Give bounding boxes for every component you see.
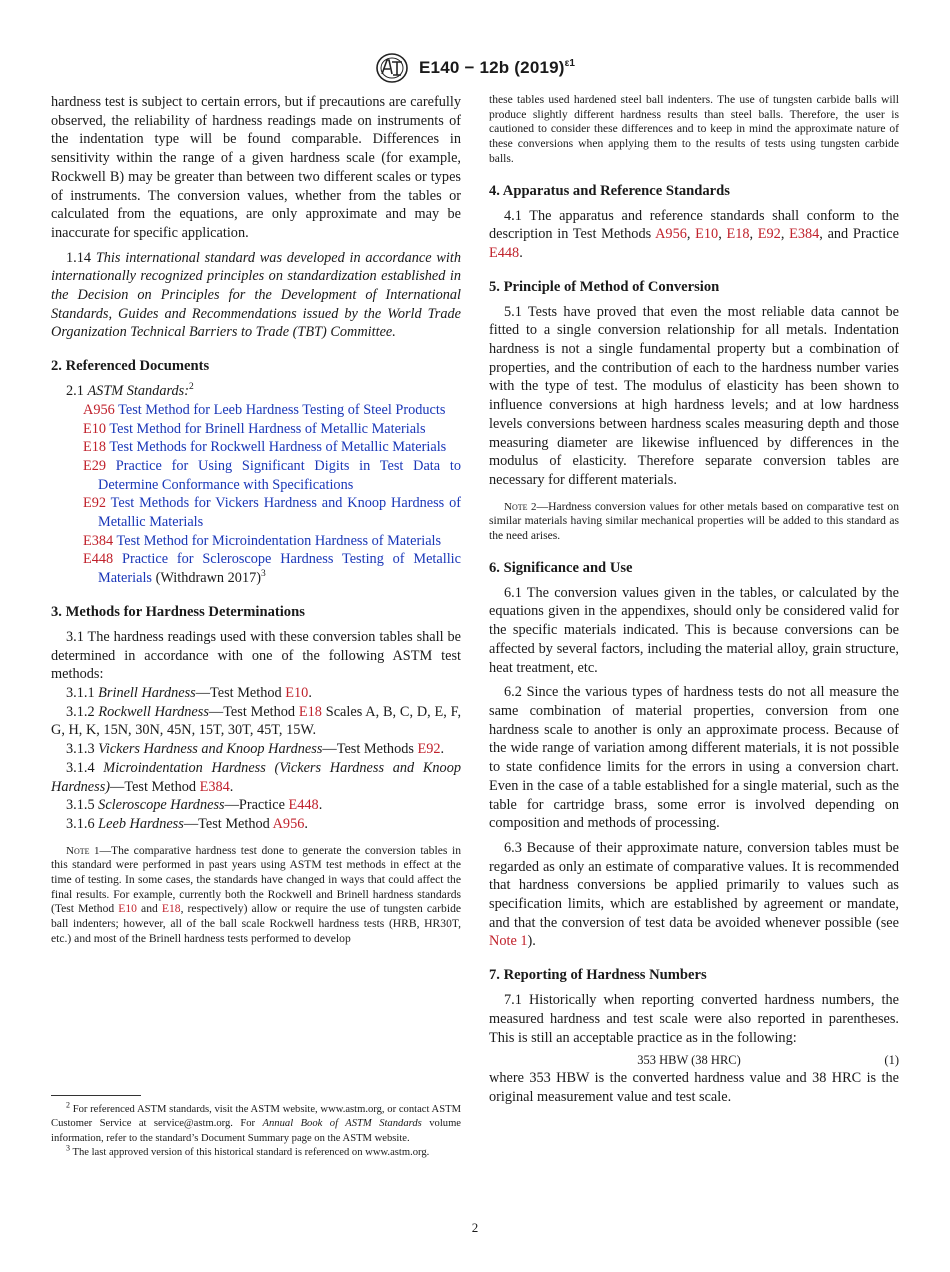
- paragraph-4-1: 4.1 The apparatus and reference standards shall conform to the description in Test Methods A956, E10, E18, E92, E384, and Practice E448.: [489, 207, 899, 261]
- section-2-title: 2. Referenced Documents: [51, 358, 210, 375]
- note-1-continued: these tables used hardened steel ball indenters. The use of tungsten carbide balls will produce slightly different hardness results than steel balls. Therefore, the user is cautioned to consider these differences and to keep in mind the approximate nature of these conversions when applying them to the results of tests using tungsten carbide balls.: [489, 93, 899, 165]
- note1-link-e10[interactable]: E10: [118, 902, 137, 916]
- paragraph-3-1: 3.1 The hardness readings used with these conversion tables shall be determined in accordance with one of the following ASTM test methods:: [51, 628, 461, 683]
- paragraph-3-1-5: 3.1.5 Scleroscope Hardness—Practice E448.: [66, 797, 323, 814]
- link-a956[interactable]: A956: [655, 226, 687, 243]
- paragraph-6-1: 6.1 The conversion values given in the tables, or calculated by the equations given in the appendixes, should only be considered valid for the specific materials indicated. This is because conversions can be affected by several factors, including the material alloy, grain structure, heat treatment, etc.: [489, 584, 899, 676]
- link-note-1[interactable]: Note 1: [489, 933, 528, 950]
- paragraph-3-1-4: 3.1.4 Microindentation Hardness (Vickers Hardness and Knoop Hardness)—Test Method E384.: [51, 759, 461, 795]
- note1-link-e18[interactable]: E18: [161, 902, 181, 916]
- footnote-3: $^3$ The last approved version of this historical standard is referenced on www.astm.org.: [66, 1143, 430, 1158]
- paragraph-1-13-continued: hardness test is subject to certain errors, but if precautions are carefully observed, the reliability of hardness readings made on instruments of the indentation type will be found comparable. Differences in sensitivity within the range of a given hardness scale (for example, Rockwell B) may be greater than between two different scales or types of instruments. The conversion values, whether from the tables or calculated from the equations, are only approximate and may be inaccurate for specific application.: [51, 94, 461, 241]
- reference-e18[interactable]: E18 Test Methods for Rockwell Hardness of Metallic Materials: [83, 439, 447, 456]
- paragraph-7-1-after: where 353 HBW is the converted hardness value and 38 HRC is the original measurement value and test scale.: [489, 1070, 899, 1105]
- link-e18[interactable]: E18: [298, 703, 322, 720]
- paragraph-3-1-6: 3.1.6 Leeb Hardness—Test Method A956.: [66, 815, 308, 832]
- reference-a956[interactable]: A956 Test Method for Leeb Hardness Testing of Steel Products: [83, 401, 446, 418]
- footnote-2: $^2$ For referenced ASTM standards, visit the ASTM website, www.astm.org, or contact ASTM Customer Service at service@astm.org. For Annual Book of ASTM Standards volume information, refer to the standard’s Document Summary page on the ASTM website.: [51, 1100, 462, 1144]
- link-e92[interactable]: E92: [757, 226, 781, 243]
- link-e10[interactable]: E10: [285, 684, 309, 701]
- note-2: Note 2—Hardness conversion values for other metals based on comparative test on similar materials having similar mechanical properties will be added to this standard as the need arises.: [489, 499, 899, 543]
- section-3-title: 3. Methods for Hardness Determinations: [51, 603, 305, 620]
- link-a956[interactable]: A956: [272, 815, 305, 832]
- paragraph-3-1-3: 3.1.3 Vickers Hardness and Knoop Hardness—Test Methods E92.: [66, 741, 445, 758]
- paragraph-3-1-1: 3.1.1 Brinell Hardness—Test Method E10.: [66, 684, 312, 701]
- note-1: Note 1—The comparative hardness test done to generate the conversion tables in this standard were performed in past years using ASTM test methods in effect at the time of testing. In some cases, the standards have changed in ways that could affect the final results. For example, currently both the Rockwell and Brinell hardness standards (Test Method E10 and E18, respectively) allow or require the use of tungsten carbide ball indenters; however, all of the ball scale Rockwell hardness tests (HRB, HR30T, etc.) and most of the Brinell hardness tests performed to develop: [51, 843, 462, 945]
- designation-suffix: ε1: [564, 57, 575, 69]
- astm-logo-icon: [375, 52, 409, 84]
- reference-e448[interactable]: E448 Practice for Scleroscope Hardness Testing of Metallic Materials (Withdrawn 2017)$^3$: [83, 551, 461, 587]
- reference-e10[interactable]: E10 Test Method for Brinell Hardness of Metallic Materials: [83, 420, 426, 437]
- page-header: [0, 52, 950, 84]
- footnotes: [51, 1100, 462, 1160]
- link-e448[interactable]: E448: [288, 797, 319, 814]
- equation-1: [489, 1052, 899, 1069]
- reference-e384[interactable]: E384 Test Method for Microindentation Hardness of Materials: [83, 532, 442, 549]
- page-number: 2: [471, 1220, 479, 1235]
- section-4-title: 4. Apparatus and Reference Standards: [489, 182, 730, 199]
- equation-text: 353 HBW (38 HRC): [637, 1053, 741, 1068]
- document-designation: E140 − 12b (2019): [419, 58, 565, 77]
- equation-number: (1): [884, 1053, 899, 1068]
- section-7-title: 7. Reporting of Hardness Numbers: [489, 967, 707, 984]
- reference-list: [51, 401, 461, 588]
- reference-e92[interactable]: E92 Test Methods for Vickers Hardness and Knoop Hardness of Metallic Materials: [83, 495, 461, 531]
- link-e384[interactable]: E384: [199, 778, 230, 795]
- paragraph-5-1: 5.1 Tests have proved that even the most reliable data cannot be fitted to a single conversion relationship for all metals. Indentation hardness is not a single fundamental property but a combination of properties, and the contribution of each to the hardness number varies with the type of test. The modulus of elasticity has been shown to influence conversions at high hardness levels; and at low hardness levels conversions between hardness scales measuring depth and those measuring diameter are likewise influenced by differences in the modulus of elasticity. Therefore separate conversion tables are necessary for different materials.: [489, 303, 899, 488]
- paragraph-7-1: 7.1 Historically when reporting converted hardness numbers, the measured hardness and test scale were also reported in parentheses. This is still an acceptable practice as in the following:: [489, 992, 899, 1046]
- link-e92[interactable]: E92: [417, 741, 441, 758]
- withdrawn-note: (Withdrawn 2017): [155, 570, 262, 587]
- link-e10[interactable]: E10: [695, 226, 719, 243]
- paragraph-6-2: 6.2 Since the various types of hardness tests do not all measure the same combination of material properties, conversion from one hardness scale to another is only an approximate process. Because of the wide range of variation among different materials, it is not possible to state confidence limits for the errors in using a conversion chart. Even in the case of a table established for a single material, such as the table for cartridge brass, some error is involved depending on composition and methods of processing.: [489, 684, 899, 832]
- link-e384[interactable]: E384: [789, 226, 820, 243]
- paragraph-1-14: 1.14 This international standard was developed in accordance with internationally recognized principles on standardization established in the Decision on Principles for the Development of International Standards, Guides and Recommendations issued by the World Trade Organization Technical Barriers to Trade (TBT) Committee.: [51, 249, 461, 341]
- right-column: [489, 93, 899, 1107]
- paragraph-2-1: 2.1 ASTM Standards:$^2$: [66, 382, 194, 400]
- section-6-title: 6. Significance and Use: [489, 559, 633, 576]
- footnote-divider: [51, 1095, 141, 1096]
- paragraph-3-1-2: 3.1.2 Rockwell Hardness—Test Method E18 Scales A, B, C, D, E, F, G, H, K, 15N, 30N, 45N, 15T, 30T, 45T, 15W.: [51, 703, 462, 739]
- paragraph-6-3: 6.3 Because of their approximate nature, conversion tables must be regarded as only an estimate of comparative values. It is recommended that hardness conversions be applied primarily to values such as specification limits, which are established by agreement or mandate, and that the conversion of test data be avoided whenever possible (see Note 1).: [489, 839, 899, 950]
- link-e18[interactable]: E18: [726, 226, 750, 243]
- reference-e29[interactable]: E29 Practice for Using Significant Digits in Test Data to Determine Conformance with Specifications: [83, 457, 461, 493]
- left-column: [51, 93, 461, 947]
- section-5-title: 5. Principle of Method of Conversion: [489, 278, 720, 295]
- link-e448[interactable]: E448: [489, 244, 520, 261]
